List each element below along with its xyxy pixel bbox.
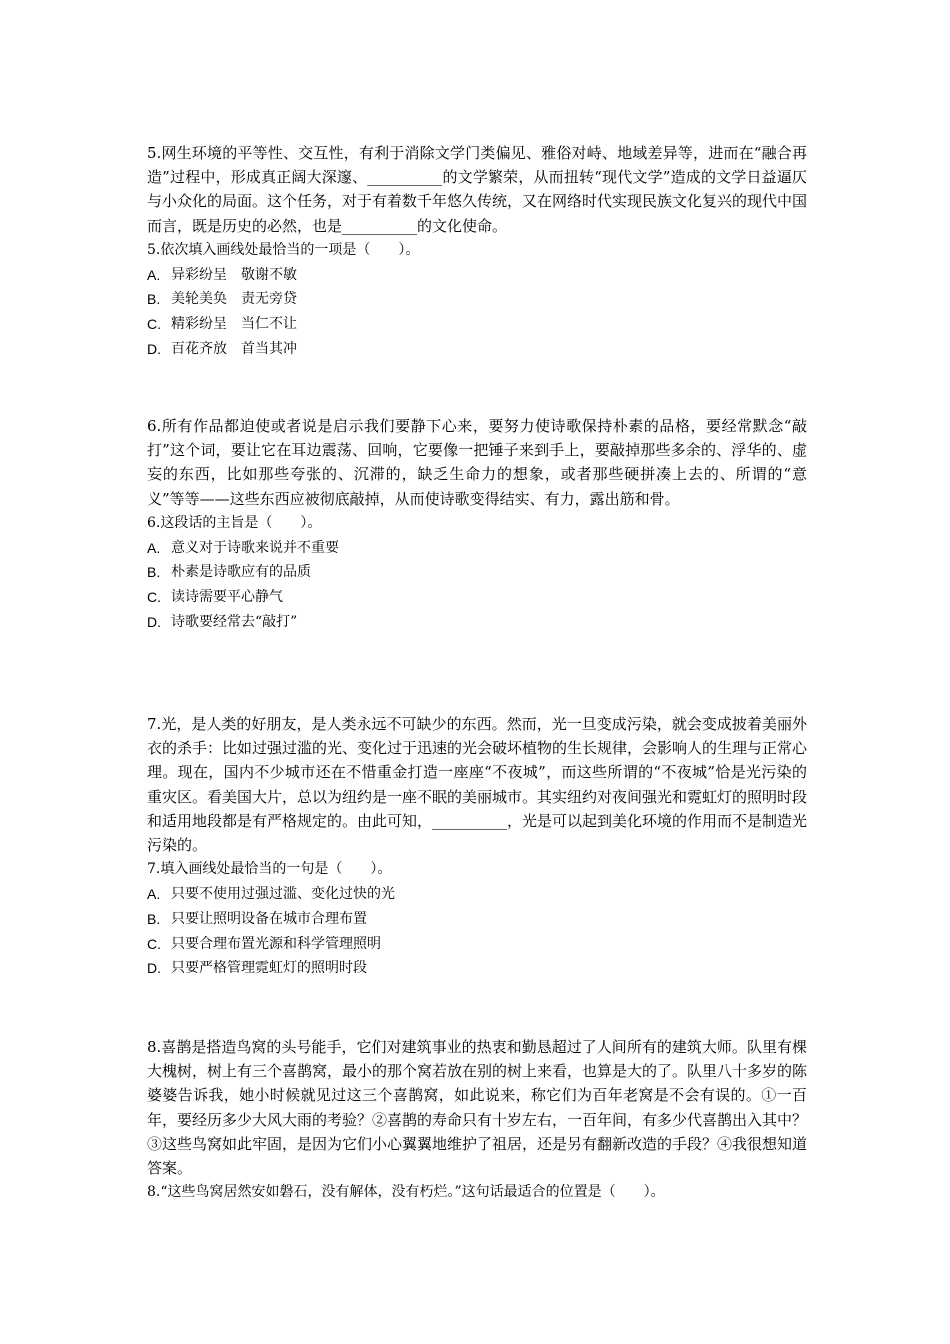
- option-d: [147, 956, 807, 981]
- question-5-prompt: 5.依次填入画线处最恰当的一项是（ ）。: [147, 241, 420, 258]
- option-text: 异彩纷呈 敬谢不敏: [171, 266, 297, 283]
- option-key: D.: [147, 614, 161, 630]
- option-key: B.: [147, 291, 161, 308]
- question-7-prompt: 7.填入画线处最恰当的一句是（ ）。: [147, 861, 392, 878]
- option-key: C.: [147, 589, 161, 606]
- question-8-prompt: 8.“这些鸟窝居然安如磐石，没有解体，没有朽烂。”这句话最适合的位置是（ ）。: [147, 1184, 665, 1201]
- option-key: A.: [147, 886, 161, 903]
- option-key: D.: [147, 960, 161, 977]
- option-key: D.: [147, 341, 161, 357]
- option-text: 读诗需要平心静气: [171, 589, 283, 606]
- option-key: C.: [147, 935, 161, 952]
- option-text: 美轮美奂 责无旁贷: [171, 291, 297, 308]
- option-a: [147, 263, 807, 288]
- question-6-prompt: 6.这段话的主旨是（ ）。: [147, 514, 322, 531]
- question-8-passage: 8.喜鹊是搭造鸟窝的头号能手，它们对建筑事业的热衷和勤恳超过了人间所有的建筑大师。队里有棵大槐树，树上有三个喜鹊窝，最小的那个窝若放在别的树上来看，也算是大的了。队里八十多岁的陈婆婆告诉我，她小时候就见过这三个喜鹊窝，如此说来，称它们为百年老窝是不会有误的。①一百年，要经历多少大风大雨的考验？②喜鹊的寿命只有十岁左右，一百年间，有多少代喜鹊出入其中？③这些鸟窝如此牢固，是因为它们小心翼翼地维护了祖居，还是另有翻新改造的手段？④我很想知道答案。: [147, 1038, 808, 1178]
- option-b: [147, 287, 807, 312]
- option-d: [147, 337, 807, 362]
- question-8: [147, 1035, 807, 1205]
- option-text: 百花齐放 首当其冲: [171, 341, 297, 357]
- option-c: [147, 932, 807, 957]
- question-6: [147, 414, 807, 635]
- option-text: 朴素是诗歌应有的品质: [171, 564, 311, 581]
- option-c: [147, 312, 807, 337]
- option-d: [147, 610, 807, 635]
- question-5: [147, 141, 807, 362]
- option-text: 只要不使用过强过滥、变化过快的光: [171, 886, 395, 903]
- question-5-options: [147, 263, 807, 362]
- question-5-passage: 5.网生环境的平等性、交互性，有利于消除文学门类偏见、雅俗对峙、地域差异等，进而在“融合再造”过程中，形成真正阔大深邃、__________的文学繁荣，从而扭转“现代文学”造成的文学日益逼仄与小众化的局面。这个任务，对于有着数千年悠久传统，又在网络时代实现民族文化复兴的现代中国而言，既是历史的必然，也是__________的文化使命。: [147, 144, 808, 235]
- option-text: 只要严格管理霓虹灯的照明时段: [171, 960, 367, 977]
- option-text: 精彩纷呈 当仁不让: [171, 316, 297, 333]
- option-text: 只要合理布置光源和科学管理照明: [171, 935, 381, 952]
- option-text: 诗歌要经常去“敲打”: [171, 614, 298, 630]
- option-key: C.: [147, 316, 161, 333]
- option-key: B.: [147, 910, 161, 927]
- option-key: A.: [147, 539, 161, 556]
- option-text: 只要让照明设备在城市合理布置: [171, 910, 367, 927]
- question-7-passage: 7.光，是人类的好朋友，是人类永远不可缺少的东西。然而，光一旦变成污染，就会变成披着美丽外衣的杀手：比如过强过滥的光、变化过于迅速的光会破坏植物的生长规律，会影响人的生理与正常心理。现在，国内不少城市还在不惜重金打造一座座“不夜城”，而这些所谓的“不夜城”恰是光污染的重灾区。看美国大片，总以为纽约是一座不眠的美丽城市。其实纽约对夜间强光和霓虹灯的照明时段和适用地段都是有严格规定的。由此可知，__________，光是可以起到美化环境的作用而不是制造光污染的。: [147, 715, 808, 855]
- option-c: [147, 585, 807, 610]
- option-key: A.: [147, 266, 161, 283]
- question-7: [147, 712, 807, 981]
- question-7-options: [147, 882, 807, 981]
- option-text: 意义对于诗歌来说并不重要: [171, 539, 339, 556]
- option-b: [147, 560, 807, 585]
- question-6-options: [147, 536, 807, 635]
- question-6-passage: 6.所有作品都迫使或者说是启示我们要静下心来，要努力使诗歌保持朴素的品格，要经常默念“敲打”这个词，要让它在耳边震荡、回响，它要像一把锤子来到手上，要敲掉那些多余的、浮华的、虚妄的东西，比如那些夸张的、沉滞的，缺乏生命力的想象，或者那些硬拼凑上去的、所谓的“意义”等等——这些东西应被彻底敲掉，从而使诗歌变得结实、有力，露出筋和骨。: [147, 417, 807, 508]
- option-b: [147, 907, 807, 932]
- option-key: B.: [147, 564, 161, 581]
- option-a: [147, 882, 807, 907]
- option-a: [147, 536, 807, 561]
